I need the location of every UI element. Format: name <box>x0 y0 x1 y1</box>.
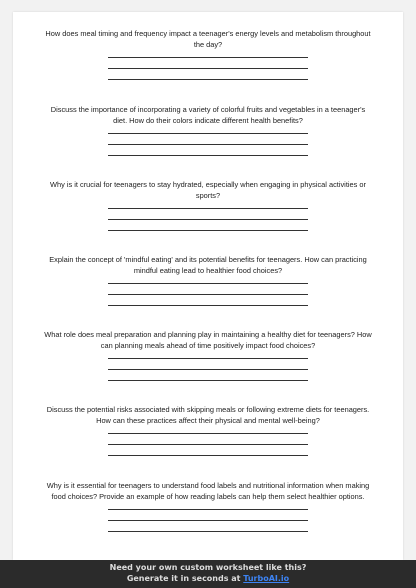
answer-line <box>108 283 308 284</box>
answer-line <box>108 155 308 156</box>
question-2 <box>43 105 373 156</box>
question-1 <box>43 29 373 80</box>
answer-line <box>108 455 308 456</box>
answer-line <box>108 294 308 295</box>
answer-line <box>108 208 308 209</box>
question-text: How does meal timing and frequency impact a teenager's energy levels and metabolism throughout the day? <box>45 29 371 49</box>
answer-line <box>108 520 308 521</box>
answer-line <box>108 444 308 445</box>
answer-line <box>108 369 308 370</box>
worksheet-page <box>13 12 403 560</box>
question-text: Explain the concept of 'mindful eating' and its potential benefits for teenagers. How can practicing mindful eating lead to healthier food choices? <box>49 255 367 275</box>
answer-line <box>108 509 308 510</box>
promo-headline: Need your own custom worksheet like this? <box>109 563 307 572</box>
answer-line <box>108 219 308 220</box>
promo-prefix: Generate it in seconds at <box>126 573 244 583</box>
answer-line <box>108 358 308 359</box>
promo-subline <box>0 574 416 585</box>
answer-line <box>108 68 308 69</box>
turboai-link[interactable]: TurboAI.io <box>243 573 290 583</box>
question-3 <box>43 180 373 231</box>
question-text: What role does meal preparation and planning play in maintaining a healthy diet for teenagers? How can planning meals ahead of time positively impact food choices? <box>44 330 372 350</box>
question-text: Discuss the potential risks associated with skipping meals or following extreme diets for teenagers. How can these practices affect their physical and mental well-being? <box>46 405 370 425</box>
question-text: Why is it essential for teenagers to understand food labels and nutritional information when making food choices? Provide an example of how reading labels can help them select healthier options. <box>46 481 370 501</box>
answer-line <box>108 305 308 306</box>
question-7 <box>43 481 373 532</box>
question-6 <box>43 405 373 456</box>
question-text: Discuss the importance of incorporating a variety of colorful fruits and vegetables in a teenager's diet. How do their colors indicate different health benefits? <box>50 105 366 125</box>
answer-line <box>108 531 308 532</box>
question-text: Why is it crucial for teenagers to stay hydrated, especially when engaging in physical activities or sports? <box>50 180 366 200</box>
answer-line <box>108 380 308 381</box>
answer-line <box>108 133 308 134</box>
question-5 <box>43 330 373 381</box>
answer-line <box>108 57 308 58</box>
question-4 <box>43 255 373 306</box>
answer-line <box>108 230 308 231</box>
answer-line <box>108 144 308 145</box>
answer-line <box>108 79 308 80</box>
answer-line <box>108 433 308 434</box>
promo-footer <box>0 560 416 588</box>
